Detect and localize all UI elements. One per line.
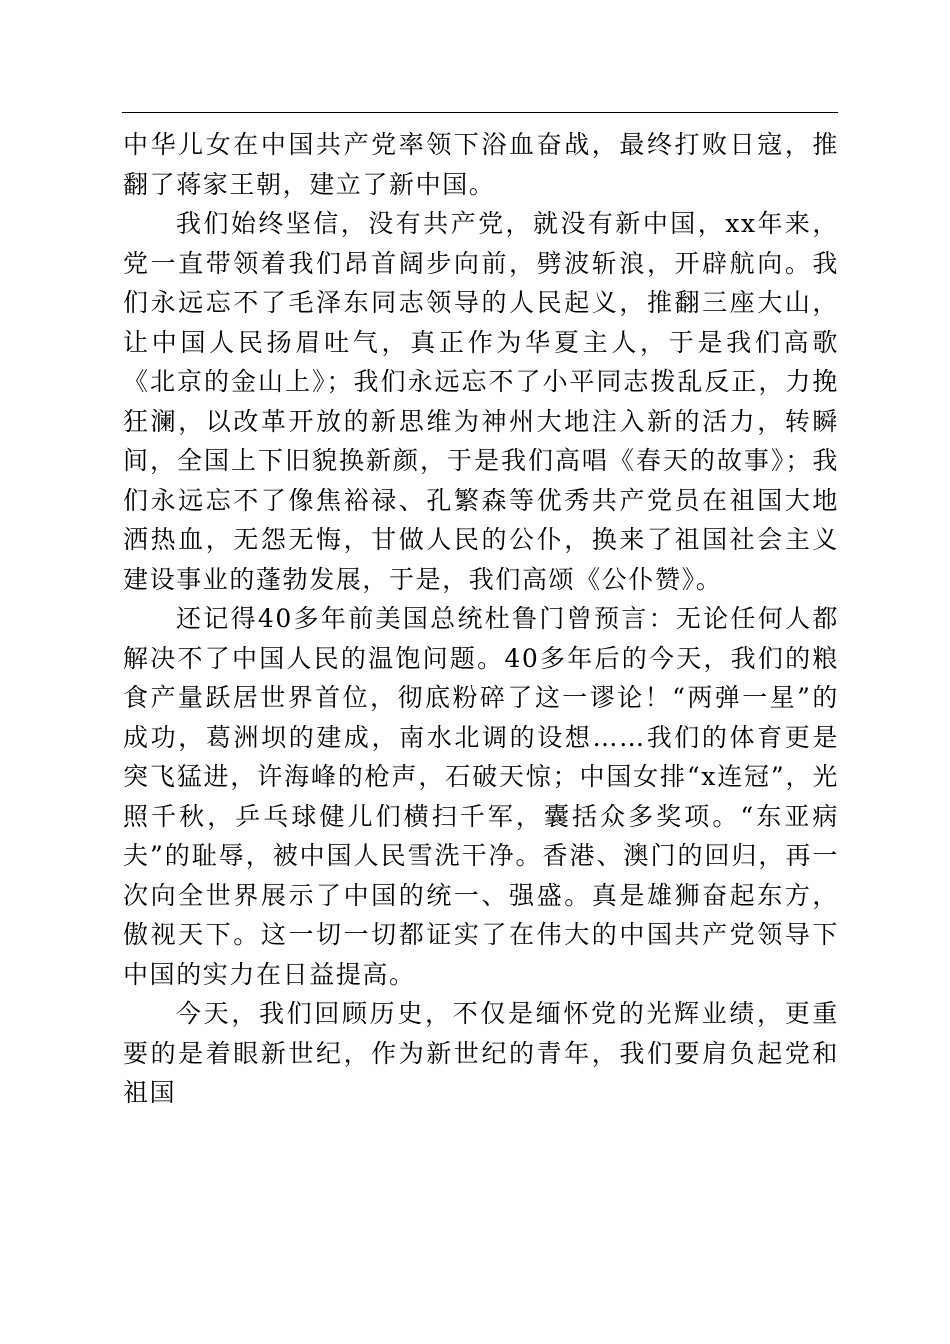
paragraph-2: 我们始终坚信，没有共产党，就没有新中国，xx年来，党一直带领着我们昂首阔步向前，劈波斩浪，开辟航向。我们永远忘不了毛泽东同志领导的人民起义，推翻三座大山，让中国人民扬眉吐气，真正作为华夏主人，于是我们高歌《北京的金山上》；我们永远忘不了小平同志拨乱反正，力挽狂澜，以改革开放的新思维为神州大地注入新的活力，转瞬间，全国上下旧貌换新颜，于是我们高唱《春天的故事》；我们永远忘不了像焦裕禄、孔繁森等优秀共产党员在祖国大地洒热血，无怨无悔，甘做人民的公仆，换来了祖国社会主义建设事业的蓬勃发展，于是，我们高颂《公仆赞》。 (123, 209, 839, 594)
header-rule (122, 112, 838, 113)
paragraph-3: 还记得40多年前美国总统杜鲁门曾预言：无论任何人都解决不了中国人民的温饱问题。40多年后的今天，我们的粮食产量跃居世界首位，彻底粉碎了这一谬论！“两弹一星”的成功，葛洲坝的建成，南水北调的设想……我们的体育更是突飞猛进，许海峰的枪声，石破天惊；中国女排“x连冠”，光照千秋，乒乓球健儿们横扫千军，囊括众多奖项。“东亚病夫”的耻辱，被中国人民雪洗干净。香港、澳门的回归，再一次向全世界展示了中国的统一、强盛。真是雄狮奋起东方，傲视天下。这一切一切都证实了在伟大的中国共产党领导下中国的实力在日益提高。 (123, 604, 839, 989)
paragraph-4: 今天，我们回顾历史，不仅是缅怀党的光辉业绩，更重要的是着眼新世纪，作为新世纪的青年，我们要肩负起党和祖国 (123, 999, 839, 1107)
document-body (123, 125, 839, 1113)
paragraph-1: 中华儿女在中国共产党率领下浴血奋战，最终打败日寇，推翻了蒋家王朝，建立了新中国。 (123, 130, 839, 199)
